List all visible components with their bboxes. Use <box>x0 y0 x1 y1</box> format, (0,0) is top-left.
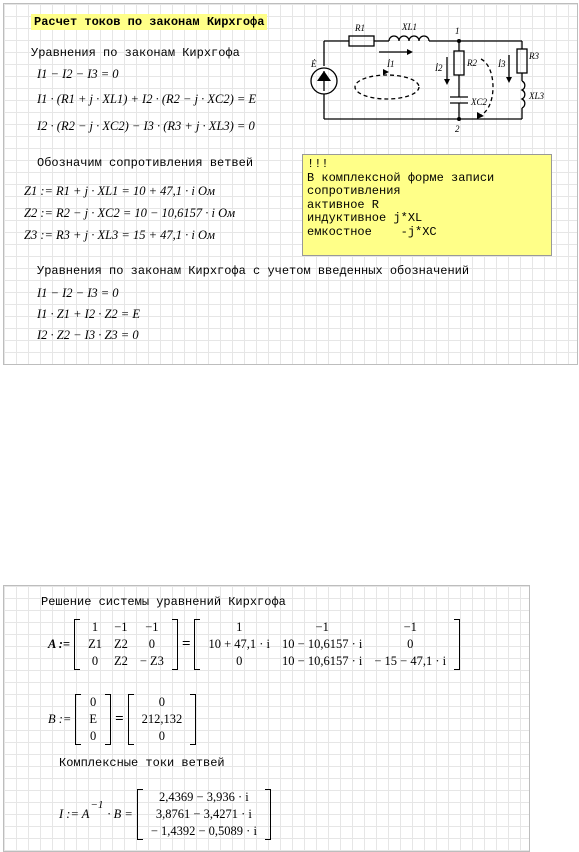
loop-arrow-icon <box>477 112 484 119</box>
node-2-label: 2 <box>455 124 460 134</box>
complex-form-note <box>302 154 552 256</box>
vector-b-symbolic: 0 E 0 <box>75 694 111 745</box>
resistor-r2 <box>454 51 464 75</box>
label-r1: R1 <box>355 23 365 33</box>
arrow-down-icon <box>506 77 512 83</box>
label-xc2: XC2 <box>471 97 488 107</box>
label-xl3: XL3 <box>529 91 545 101</box>
equation-6: I2 · Z2 − I3 · Z3 = 0 <box>37 328 139 342</box>
note-line: !!! <box>307 157 329 171</box>
label-i1: İ1 <box>387 59 395 69</box>
current-vector-values <box>137 789 271 840</box>
heading-branch-impedances: Обозначим сопротивления ветвей <box>37 156 254 170</box>
equation-1: I1 − I2 − I3 = 0 <box>37 67 119 81</box>
current-vector-result <box>59 789 271 840</box>
note-line: сопротивления <box>307 184 401 198</box>
impedance-z3: Z3 := R3 + j · XL3 = 15 + 47,1 · i Ом <box>24 228 216 242</box>
matrix-a-numeric: 1 −1 −1 10 + 47,1 · i 10 − 10,6157 · i 0 0 10 − 10,6157 · i − 15 − 47,1 · i <box>194 619 460 670</box>
current-vector-operator: · B = <box>107 807 133 821</box>
heading-solution: Решение системы уравнений Кирхгофа <box>41 595 286 609</box>
resistor-r1 <box>349 36 374 46</box>
current-vector-label: I := A <box>59 807 90 821</box>
equation-5: I1 · Z1 + I2 · Z2 = E <box>37 307 140 321</box>
worksheet-title: Расчет токов по законам Кирхгофа <box>31 14 267 30</box>
loop-arrow-icon <box>383 69 389 75</box>
equals-sign: = <box>115 711 124 727</box>
vector-b-numeric: 0 212,132 0 <box>128 694 197 745</box>
note-line: индуктивное j*XL <box>307 211 423 225</box>
current-i1-value: 2,4369 − 3,936 · i <box>159 790 249 804</box>
matrix-a-label: A := <box>48 637 71 651</box>
resistor-r3 <box>517 49 527 73</box>
arrow-right-icon <box>407 49 413 55</box>
heading-branch-currents: Комплексные токи ветвей <box>59 756 225 770</box>
label-i3: İ3 <box>498 59 506 69</box>
equation-4: I1 − I2 − I3 = 0 <box>37 286 119 300</box>
node-1-label: 1 <box>455 26 460 36</box>
impedance-z1: Z1 := R1 + j · XL1 = 10 + 47,1 · i Ом <box>24 184 216 198</box>
current-i3-value: − 1,4392 − 0,5089 · i <box>150 824 257 838</box>
label-xl1: XL1 <box>402 22 418 32</box>
vector-b-definition <box>48 694 196 745</box>
inverse-exponent: −1 <box>90 798 104 811</box>
impedance-z2: Z2 := R2 − j · XC2 = 10 − 10,6157 · i Ом <box>24 206 236 220</box>
worksheet-panel-kirchhoff <box>3 3 578 365</box>
matrix-a-symbolic: 1 −1 −1 Z1 Z2 0 0 Z2 − Z3 <box>74 619 178 670</box>
note-line: емкостное -j*XC <box>307 224 437 239</box>
vector-b-label: B := <box>48 712 72 726</box>
equation-3: I2 · (R2 − j · XC2) − I3 · (R3 + j · XL3) = 0 <box>37 119 255 133</box>
label-e: Ė <box>311 59 317 69</box>
source-arrow-icon <box>317 71 331 81</box>
equation-2: I1 · (R1 + j · XL1) + I2 · (R2 − j · XC2) = E <box>37 92 257 106</box>
note-line: активное R <box>307 197 380 212</box>
label-r2: R2 <box>467 58 477 68</box>
heading-kirchhoff-equations: Уравнения по законам Кирхгофа <box>31 46 240 60</box>
matrix-a-definition <box>48 619 460 670</box>
label-r3: R3 <box>529 51 539 61</box>
inductor-xl3 <box>522 81 525 108</box>
worksheet-panel-solution <box>3 585 530 852</box>
heading-equations-with-notation: Уравнения по законам Кирхгофа с учетом введенных обозначений <box>37 264 470 278</box>
note-line: В комплексной форме записи <box>307 170 495 185</box>
circuit-diagram <box>309 19 549 137</box>
inductor-xl1 <box>389 36 429 41</box>
current-i2-value: 3,8761 − 3,4271 · i <box>155 807 252 821</box>
equals-sign: = <box>181 636 191 652</box>
label-i2: İ2 <box>435 63 443 73</box>
arrow-down-icon <box>444 79 450 85</box>
